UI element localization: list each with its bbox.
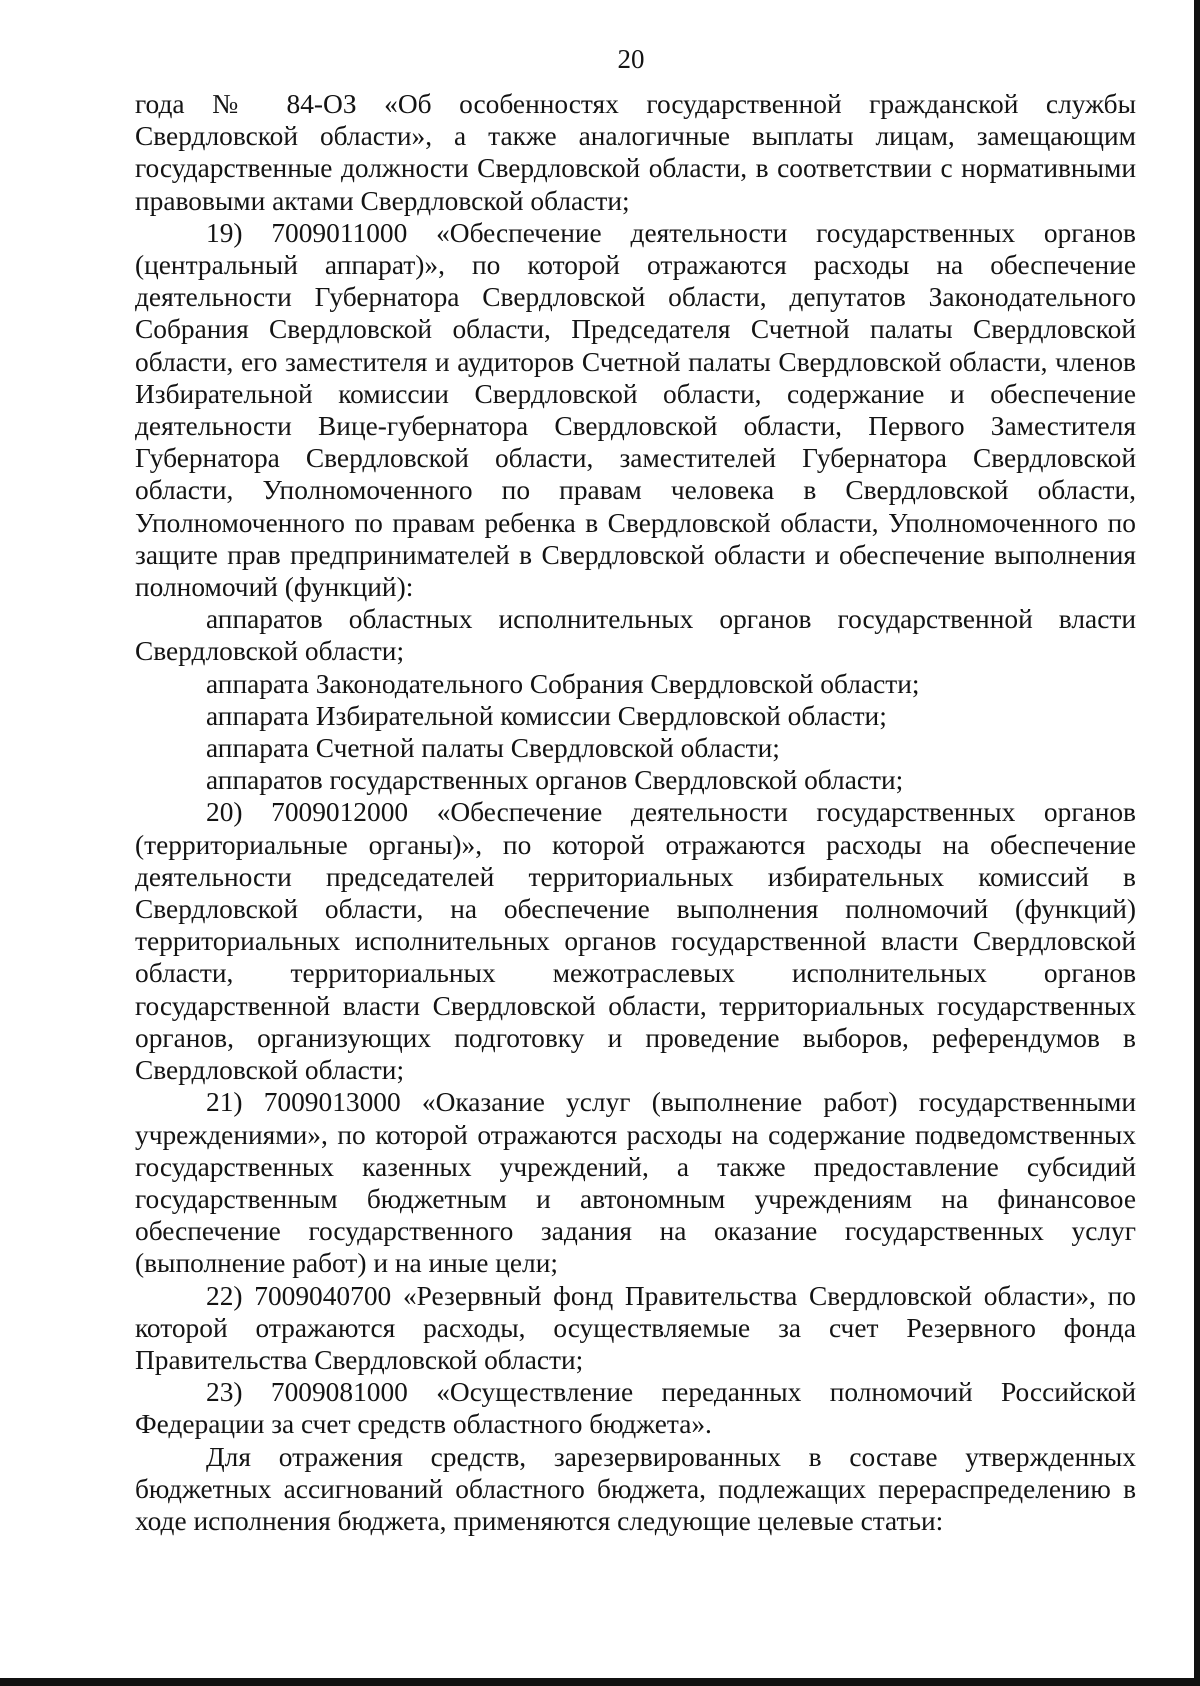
paragraph: 21) 7009013000 «Оказание услуг (выполнение работ) государственными учреждениями», по которой отражаются расходы на содержание подведомственных государственных казенных учреждений, а также предоставление субсидий государственным бюджетным и автономным учреждениям на финансовое обеспечение государственного задания на оказание государственных услуг (выполнение работ) и на иные цели; — [135, 1087, 1136, 1279]
paragraph: 23) 7009081000 «Осуществление переданных полномочий Российской Федерации за счет средств областного бюджета». — [135, 1377, 1136, 1440]
paragraph: аппарата Законодательного Собрания Свердловской области; — [206, 668, 920, 699]
paragraph: аппаратов государственных органов Свердловской области; — [206, 765, 904, 796]
paragraph: аппарата Избирательной комиссии Свердловской области; — [206, 700, 887, 731]
page-number: 20 — [617, 44, 645, 74]
paragraph: 20) 7009012000 «Обеспечение деятельности государственных органов (территориальные органы)», по которой отражаются расходы на обеспечение деятельности председателей территориальных избирательных комиссий в Свердловской области, на обеспечение выполнения полномочий (функций) территориальных исполнительных органов государственной власти Свердловской области, территориальных межотраслевых исполнительных органов государственной власти Свердловской области, территориальных государственных органов, организующих подготовку и проведение выборов, референдумов в Свердловской области; — [135, 797, 1136, 1086]
paragraph: аппаратов областных исполнительных органов государственной власти Свердловской области; — [135, 604, 1136, 667]
scan-border-bottom — [0, 1678, 1200, 1686]
paragraph: года № 84-ОЗ «Об особенностях государственной гражданской службы Свердловской области», а также аналогичные выплаты лицам, замещающим государственные должности Свердловской области, в соответствии с нормативными правовыми актами Свердловской области; — [135, 89, 1136, 216]
scan-border-right — [1194, 0, 1200, 1686]
paragraph: 22) 7009040700 «Резервный фонд Правительства Свердловской области», по которой отражаются расходы, осуществляемые за счет Резервного фонда Правительства Свердловской области; — [135, 1280, 1136, 1375]
paragraph: аппарата Счетной палаты Свердловской области; — [206, 733, 780, 764]
paragraph: Для отражения средств, зарезервированных в составе утвержденных бюджетных ассигнований областного бюджета, подлежащих перераспределению в ходе исполнения бюджета, применяются следующие целевые статьи: — [135, 1441, 1136, 1536]
body-text — [135, 88, 1136, 1537]
paragraph: 19) 7009011000 «Обеспечение деятельности государственных органов (центральный аппарат)», по которой отражаются расходы на обеспечение деятельности Губернатора Свердловской области, депутатов Законодательного Собрания Свердловской области, Председателя Счетной палаты Свердловской области, его заместителя и аудиторов Счетной палаты Свердловской области, членов Избирательной комиссии Свердловской области, содержание и обеспечение деятельности Вице-губернатора Свердловской области, Первого Заместителя Губернатора Свердловской области, заместителей Губернатора Свердловской области, Уполномоченного по правам человека в Свердловской области, Уполномоченного по правам ребенка в Свердловской области, Уполномоченного по защите прав предпринимателей в Свердловской области и обеспечение выполнения полномочий (функций): — [135, 217, 1136, 603]
